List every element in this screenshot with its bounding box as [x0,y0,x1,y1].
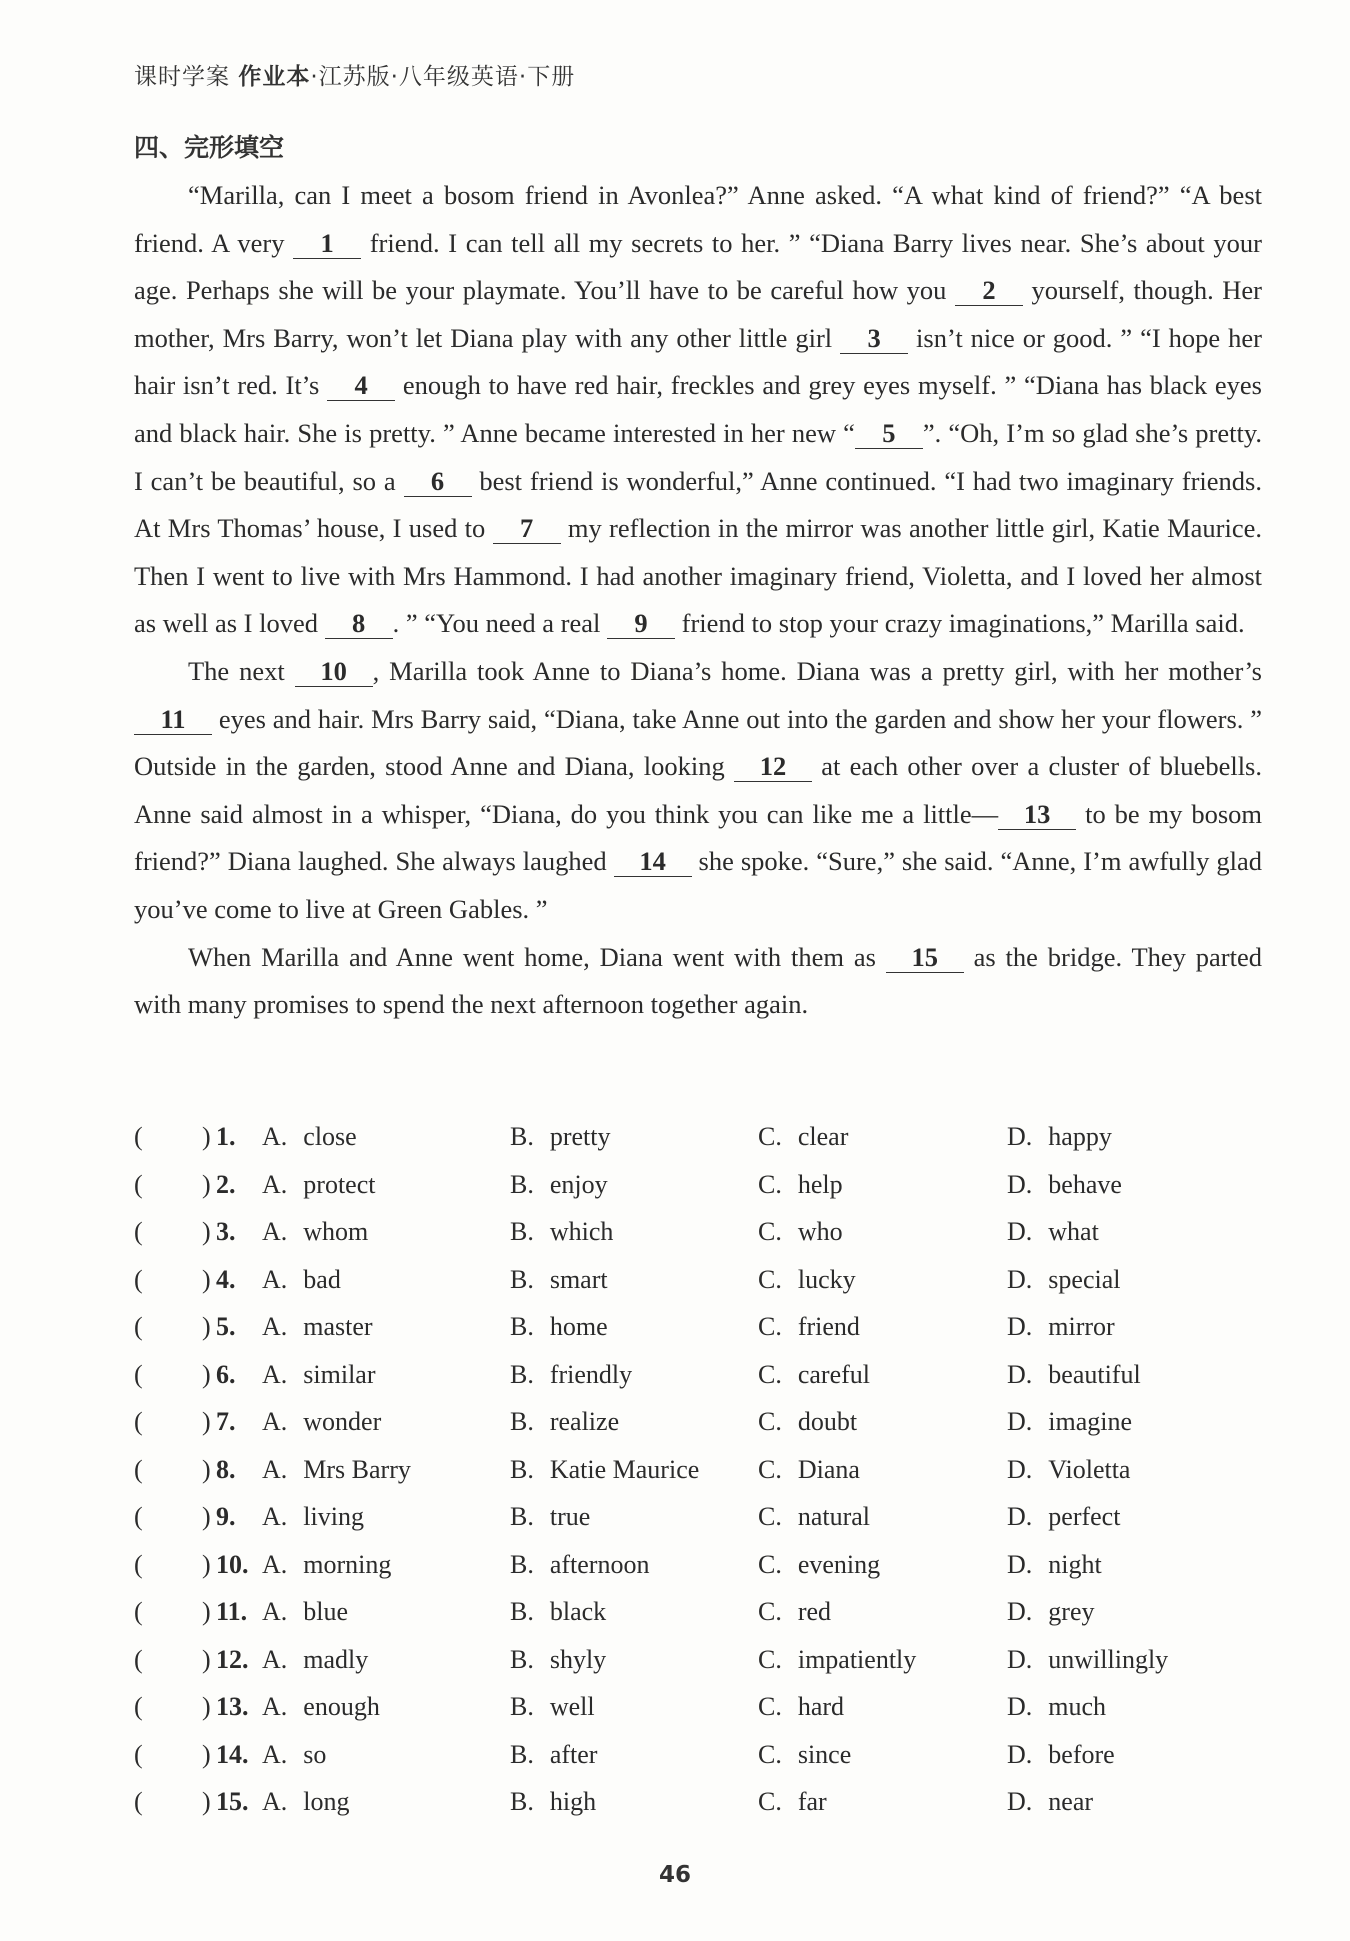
option-letter: A. [262,1787,288,1816]
answer-paren-open: ( [134,1739,143,1769]
option-b [510,1645,606,1675]
option-letter: B. [510,1644,534,1674]
option-text: black [549,1597,607,1626]
question-number: 11. [216,1597,248,1626]
option-letter: C. [758,1692,782,1721]
question-row [134,1360,1262,1408]
question-number: 9. [216,1502,236,1531]
option-letter: C. [758,1787,782,1816]
option-text: much [1048,1692,1107,1721]
option-a [262,1265,341,1295]
option-d [1007,1360,1141,1390]
option-c [758,1787,827,1817]
option-letter: D. [1007,1644,1033,1674]
option-text: lucky [797,1264,856,1294]
answer-paren-open: ( [134,1217,143,1246]
option-letter: B. [510,1407,534,1436]
option-a [262,1597,348,1627]
question-row [134,1265,1262,1313]
option-b [510,1407,619,1437]
option-letter: C. [758,1217,782,1246]
option-text: well [549,1692,595,1721]
answer-paren-open: ( [134,1122,143,1151]
option-letter: D. [1007,1787,1033,1816]
option-letter: C. [758,1312,782,1341]
option-c [758,1360,870,1390]
answer-paren-close: ) [202,1169,211,1199]
passage-text: eyes and hair. Mrs Barry said, “Diana, take Anne out into the garden and show her your flowers. ” Outside in the garden, stood Anne and Diana, looking [134,703,1262,782]
blank-6: 6 [404,466,472,497]
option-text: master [303,1312,373,1341]
option-c [758,1312,860,1342]
option-letter: A. [262,1644,288,1674]
passage-paragraph-3 [134,934,1262,1029]
option-c [758,1502,870,1532]
option-c [758,1265,856,1295]
answer-paren-open: ( [134,1454,143,1484]
option-text: high [549,1787,597,1816]
question-number: 12. [216,1644,249,1674]
option-letter: B. [510,1739,534,1769]
question-row [134,1787,1262,1835]
option-letter: B. [510,1312,534,1341]
option-d [1007,1550,1102,1580]
option-text: beautiful [1048,1359,1141,1389]
blank-3: 3 [840,323,908,354]
option-text: Mrs Barry [303,1454,411,1484]
answer-paren-close: ) [202,1739,211,1769]
option-d [1007,1455,1130,1485]
option-text: unwillingly [1048,1644,1169,1674]
option-d [1007,1787,1093,1817]
answer-paren-close: ) [202,1264,211,1294]
option-letter: B. [510,1692,534,1721]
option-text: Violetta [1048,1454,1131,1484]
question-row [134,1692,1262,1740]
option-b [510,1170,608,1200]
option-a [262,1217,368,1247]
option-c [758,1455,860,1485]
answer-paren-open: ( [134,1502,143,1531]
question-row [134,1645,1262,1693]
option-a [262,1692,380,1722]
option-letter: A. [262,1549,288,1579]
option-c [758,1122,848,1152]
option-a [262,1740,326,1770]
question-number: 14. [216,1739,249,1769]
answer-paren-close: ) [202,1359,211,1389]
question-number: 3. [216,1217,236,1246]
option-letter: D. [1007,1549,1033,1579]
option-text: happy [1048,1122,1112,1151]
edition-info: ·江苏版·八年级英语·下册 [310,64,576,90]
question-row [134,1502,1262,1550]
option-text: smart [549,1264,608,1294]
option-text: shyly [549,1644,607,1674]
option-a [262,1312,373,1342]
option-d [1007,1502,1120,1532]
option-a [262,1455,411,1485]
option-letter: A. [262,1264,288,1294]
blank-12: 12 [734,751,812,782]
option-letter: B. [510,1359,534,1389]
option-text: friendly [549,1359,633,1389]
option-letter: C. [758,1597,782,1626]
option-c [758,1740,851,1770]
passage-text: as the bridge. They parted with many promises to spend the next afternoon together again. [134,941,1262,1020]
answer-paren-close: ) [202,1407,211,1436]
option-text: close [303,1122,357,1151]
answer-paren-close: ) [202,1122,211,1151]
option-text: after [549,1739,598,1769]
option-letter: A. [262,1217,288,1246]
passage-text: “Marilla, can I meet a bosom friend in Avonlea?” Anne asked. “A what kind of friend?” “A best friend. A very [134,180,1262,258]
option-text: far [797,1787,827,1816]
answer-paren-close: ) [202,1549,211,1579]
option-text: morning [303,1549,392,1579]
option-d [1007,1170,1122,1200]
option-a [262,1407,381,1437]
option-d [1007,1645,1168,1675]
option-letter: D. [1007,1122,1033,1151]
blank-8: 8 [325,608,393,639]
question-row [134,1740,1262,1788]
option-b [510,1550,649,1580]
option-d [1007,1312,1115,1342]
question-row [134,1217,1262,1265]
option-letter: B. [510,1169,534,1199]
question-number: 5. [216,1312,236,1341]
option-letter: D. [1007,1217,1033,1246]
option-letter: C. [758,1739,782,1769]
option-text: realize [549,1407,620,1436]
section-title: 四、完形填空 [134,133,285,162]
option-letter: B. [510,1549,534,1579]
option-letter: D. [1007,1312,1033,1341]
option-a [262,1645,368,1675]
answer-paren-close: ) [202,1217,211,1246]
option-letter: A. [262,1692,288,1721]
question-number: 6. [216,1359,236,1389]
option-letter: A. [262,1407,288,1436]
option-c [758,1692,844,1722]
option-letter: A. [262,1502,288,1531]
option-text: enough [303,1692,380,1721]
option-c [758,1217,843,1247]
option-b [510,1217,613,1247]
option-d [1007,1265,1120,1295]
option-a [262,1787,350,1817]
passage-text: at each other over a cluster of bluebells. Anne said almost in a whisper, “Diana, do you think you can like me a little— [134,751,1262,829]
book-name: 作业本 [238,64,311,90]
option-text: protect [303,1169,376,1199]
option-text: afternoon [549,1549,650,1579]
page-header [134,58,575,91]
answer-paren-close: ) [202,1312,211,1341]
passage-text: , Marilla took Anne to Diana’s home. Diana was a pretty girl, with her mother’s [372,655,1262,686]
blank-11: 11 [134,704,212,735]
question-number: 15. [216,1787,249,1816]
option-d [1007,1597,1094,1627]
option-letter: D. [1007,1454,1033,1484]
option-letter: D. [1007,1264,1033,1294]
option-b [510,1360,632,1390]
option-letter: C. [758,1549,782,1579]
option-a [262,1502,364,1532]
option-text: what [1048,1217,1099,1246]
option-b [510,1502,590,1532]
answer-paren-close: ) [202,1502,211,1531]
option-b [510,1122,611,1152]
option-b [510,1312,608,1342]
passage-text: to be my bosom friend?” Diana laughed. She always laughed [134,798,1262,877]
option-letter: B. [510,1264,534,1294]
option-letter: C. [758,1122,782,1151]
option-letter: B. [510,1217,534,1246]
option-text: perfect [1048,1502,1121,1531]
answer-paren-close: ) [202,1454,211,1484]
option-b [510,1265,608,1295]
passage-text: ”. “Oh, I’m so glad she’s pretty. I can’t be beautiful, so a [134,417,1263,496]
option-letter: D. [1007,1597,1033,1626]
passage-text: friend. I can tell all my secrets to her. ” “Diana Barry lives near. She’s about your age. Perhaps she will be your playmate. You’ll have to be careful how you [134,227,1262,306]
option-letter: C. [758,1264,782,1294]
blank-1: 1 [293,228,361,259]
question-number: 1. [216,1122,236,1151]
option-letter: C. [758,1454,782,1484]
option-text: so [303,1739,327,1769]
option-text: enjoy [549,1169,608,1199]
question-number: 7. [216,1407,236,1436]
option-text: night [1048,1549,1102,1579]
option-text: wonder [303,1407,382,1436]
option-letter: D. [1007,1502,1033,1531]
option-b [510,1455,699,1485]
option-letter: A. [262,1739,288,1769]
question-row [134,1407,1262,1455]
option-text: pretty [549,1122,611,1151]
answer-paren-open: ( [134,1312,143,1341]
option-letter: D. [1007,1359,1033,1389]
option-text: hard [797,1692,845,1721]
question-number: 2. [216,1169,236,1199]
option-b [510,1740,597,1770]
option-c [758,1645,916,1675]
question-number: 4. [216,1264,236,1294]
option-letter: A. [262,1122,288,1151]
option-text: since [797,1739,852,1769]
option-d [1007,1122,1112,1152]
option-d [1007,1692,1106,1722]
option-letter: A. [262,1454,288,1484]
passage-text: yourself, though. Her mother, Mrs Barry, won’t let Diana play with any other little girl [134,275,1262,353]
option-b [510,1597,606,1627]
option-text: special [1048,1264,1121,1294]
option-letter: D. [1007,1692,1033,1721]
option-text: evening [797,1549,881,1579]
option-letter: B. [510,1122,534,1151]
option-letter: C. [758,1359,782,1389]
option-letter: D. [1007,1739,1033,1769]
option-text: long [303,1787,350,1816]
option-text: impatiently [797,1644,917,1674]
blank-7: 7 [493,513,561,544]
option-text: bad [303,1264,341,1294]
page-number: 46 [658,1862,691,1888]
passage-text: friend to stop your crazy imaginations,” Marilla said. [675,608,1245,639]
option-text: behave [1048,1169,1122,1199]
option-text: grey [1048,1597,1095,1626]
question-row [134,1312,1262,1360]
cloze-passage [134,172,1262,1029]
option-text: friend [797,1312,860,1341]
option-text: Diana [797,1454,860,1484]
answer-paren-open: ( [134,1644,143,1674]
answer-paren-open: ( [134,1597,143,1626]
question-number: 13. [216,1692,249,1721]
question-row [134,1550,1262,1598]
option-text: near [1048,1787,1094,1816]
option-letter: C. [758,1407,782,1436]
option-text: doubt [797,1407,858,1436]
option-a [262,1170,375,1200]
blank-9: 9 [607,608,675,639]
option-text: home [549,1312,608,1341]
passage-paragraph-2 [134,648,1262,934]
passage-text: enough to have red hair, freckles and grey eyes myself. ” “Diana has black eyes and black hair. She is pretty. ” Anne became interested in her new “ [134,370,1262,448]
answer-paren-close: ) [202,1787,211,1816]
option-letter: B. [510,1502,534,1531]
option-letter: C. [758,1644,782,1674]
option-d [1007,1407,1132,1437]
option-text: which [549,1217,614,1246]
option-text: red [797,1597,832,1626]
option-text: imagine [1048,1407,1133,1436]
blank-5: 5 [855,418,923,449]
question-row [134,1122,1262,1170]
answer-paren-close: ) [202,1692,211,1721]
answer-paren-open: ( [134,1549,143,1579]
option-c [758,1407,857,1437]
option-letter: D. [1007,1407,1033,1436]
passage-text: When Marilla and Anne went home, Diana went with them as [188,941,886,972]
option-text: before [1048,1739,1115,1769]
option-letter: C. [758,1169,782,1199]
question-number: 8. [216,1454,236,1484]
option-text: careful [797,1359,871,1389]
option-text: true [549,1502,591,1531]
option-b [510,1692,595,1722]
passage-text: best friend is wonderful,” Anne continued. “I had two imaginary friends. At Mrs Thomas’ house, I used to [134,465,1262,544]
question-row [134,1455,1262,1503]
option-text: madly [303,1644,369,1674]
answer-paren-close: ) [202,1597,211,1626]
blank-2: 2 [955,275,1023,306]
answer-paren-open: ( [134,1264,143,1294]
question-number: 10. [216,1549,249,1579]
blank-13: 13 [998,799,1076,830]
option-letter: B. [510,1787,534,1816]
blank-10: 10 [295,656,373,687]
option-text: who [797,1217,843,1246]
option-a [262,1122,357,1152]
answer-paren-open: ( [134,1407,143,1436]
option-a [262,1360,376,1390]
option-d [1007,1740,1115,1770]
blank-14: 14 [614,846,692,877]
passage-text: . ” “You need a real [392,608,607,639]
passage-text: The next [188,655,295,686]
answer-paren-open: ( [134,1169,143,1199]
question-row [134,1170,1262,1218]
blank-15: 15 [886,942,964,973]
answer-paren-open: ( [134,1692,143,1721]
question-row [134,1597,1262,1645]
option-a [262,1550,391,1580]
option-letter: A. [262,1597,288,1626]
option-text: clear [797,1122,849,1151]
answer-paren-open: ( [134,1359,143,1389]
option-text: mirror [1048,1312,1115,1341]
option-c [758,1170,843,1200]
option-text: living [303,1502,364,1531]
passage-text: isn’t nice or good. ” “I hope her hair isn’t red. It’s [134,322,1262,401]
option-letter: A. [262,1359,288,1389]
passage-paragraph-1 [134,172,1262,648]
option-letter: C. [758,1502,782,1531]
answer-options [134,1122,1262,1835]
option-letter: D. [1007,1169,1033,1199]
option-b [510,1787,596,1817]
option-text: natural [797,1502,871,1531]
passage-text: my reflection in the mirror was another little girl, Katie Maurice. Then I went to live with Mrs Hammond. I had another imaginary friend, Violetta, and I loved her almost as well as I loved [134,513,1263,639]
option-letter: B. [510,1454,534,1484]
option-letter: A. [262,1312,288,1341]
option-c [758,1550,880,1580]
series-name: 课时学案 [134,64,230,90]
option-d [1007,1217,1099,1247]
blank-4: 4 [327,370,395,401]
option-text: help [797,1169,843,1199]
option-text: similar [303,1359,376,1389]
option-c [758,1597,831,1627]
answer-paren-close: ) [202,1644,211,1674]
passage-text: she spoke. “Sure,” she said. “Anne, I’m awfully glad you’ve come to live at Green Gables. ” [134,846,1262,924]
answer-paren-open: ( [134,1787,143,1816]
option-text: blue [303,1597,349,1626]
option-text: Katie Maurice [549,1454,700,1484]
option-letter: B. [510,1597,534,1626]
option-letter: A. [262,1169,288,1199]
option-text: whom [303,1217,369,1246]
